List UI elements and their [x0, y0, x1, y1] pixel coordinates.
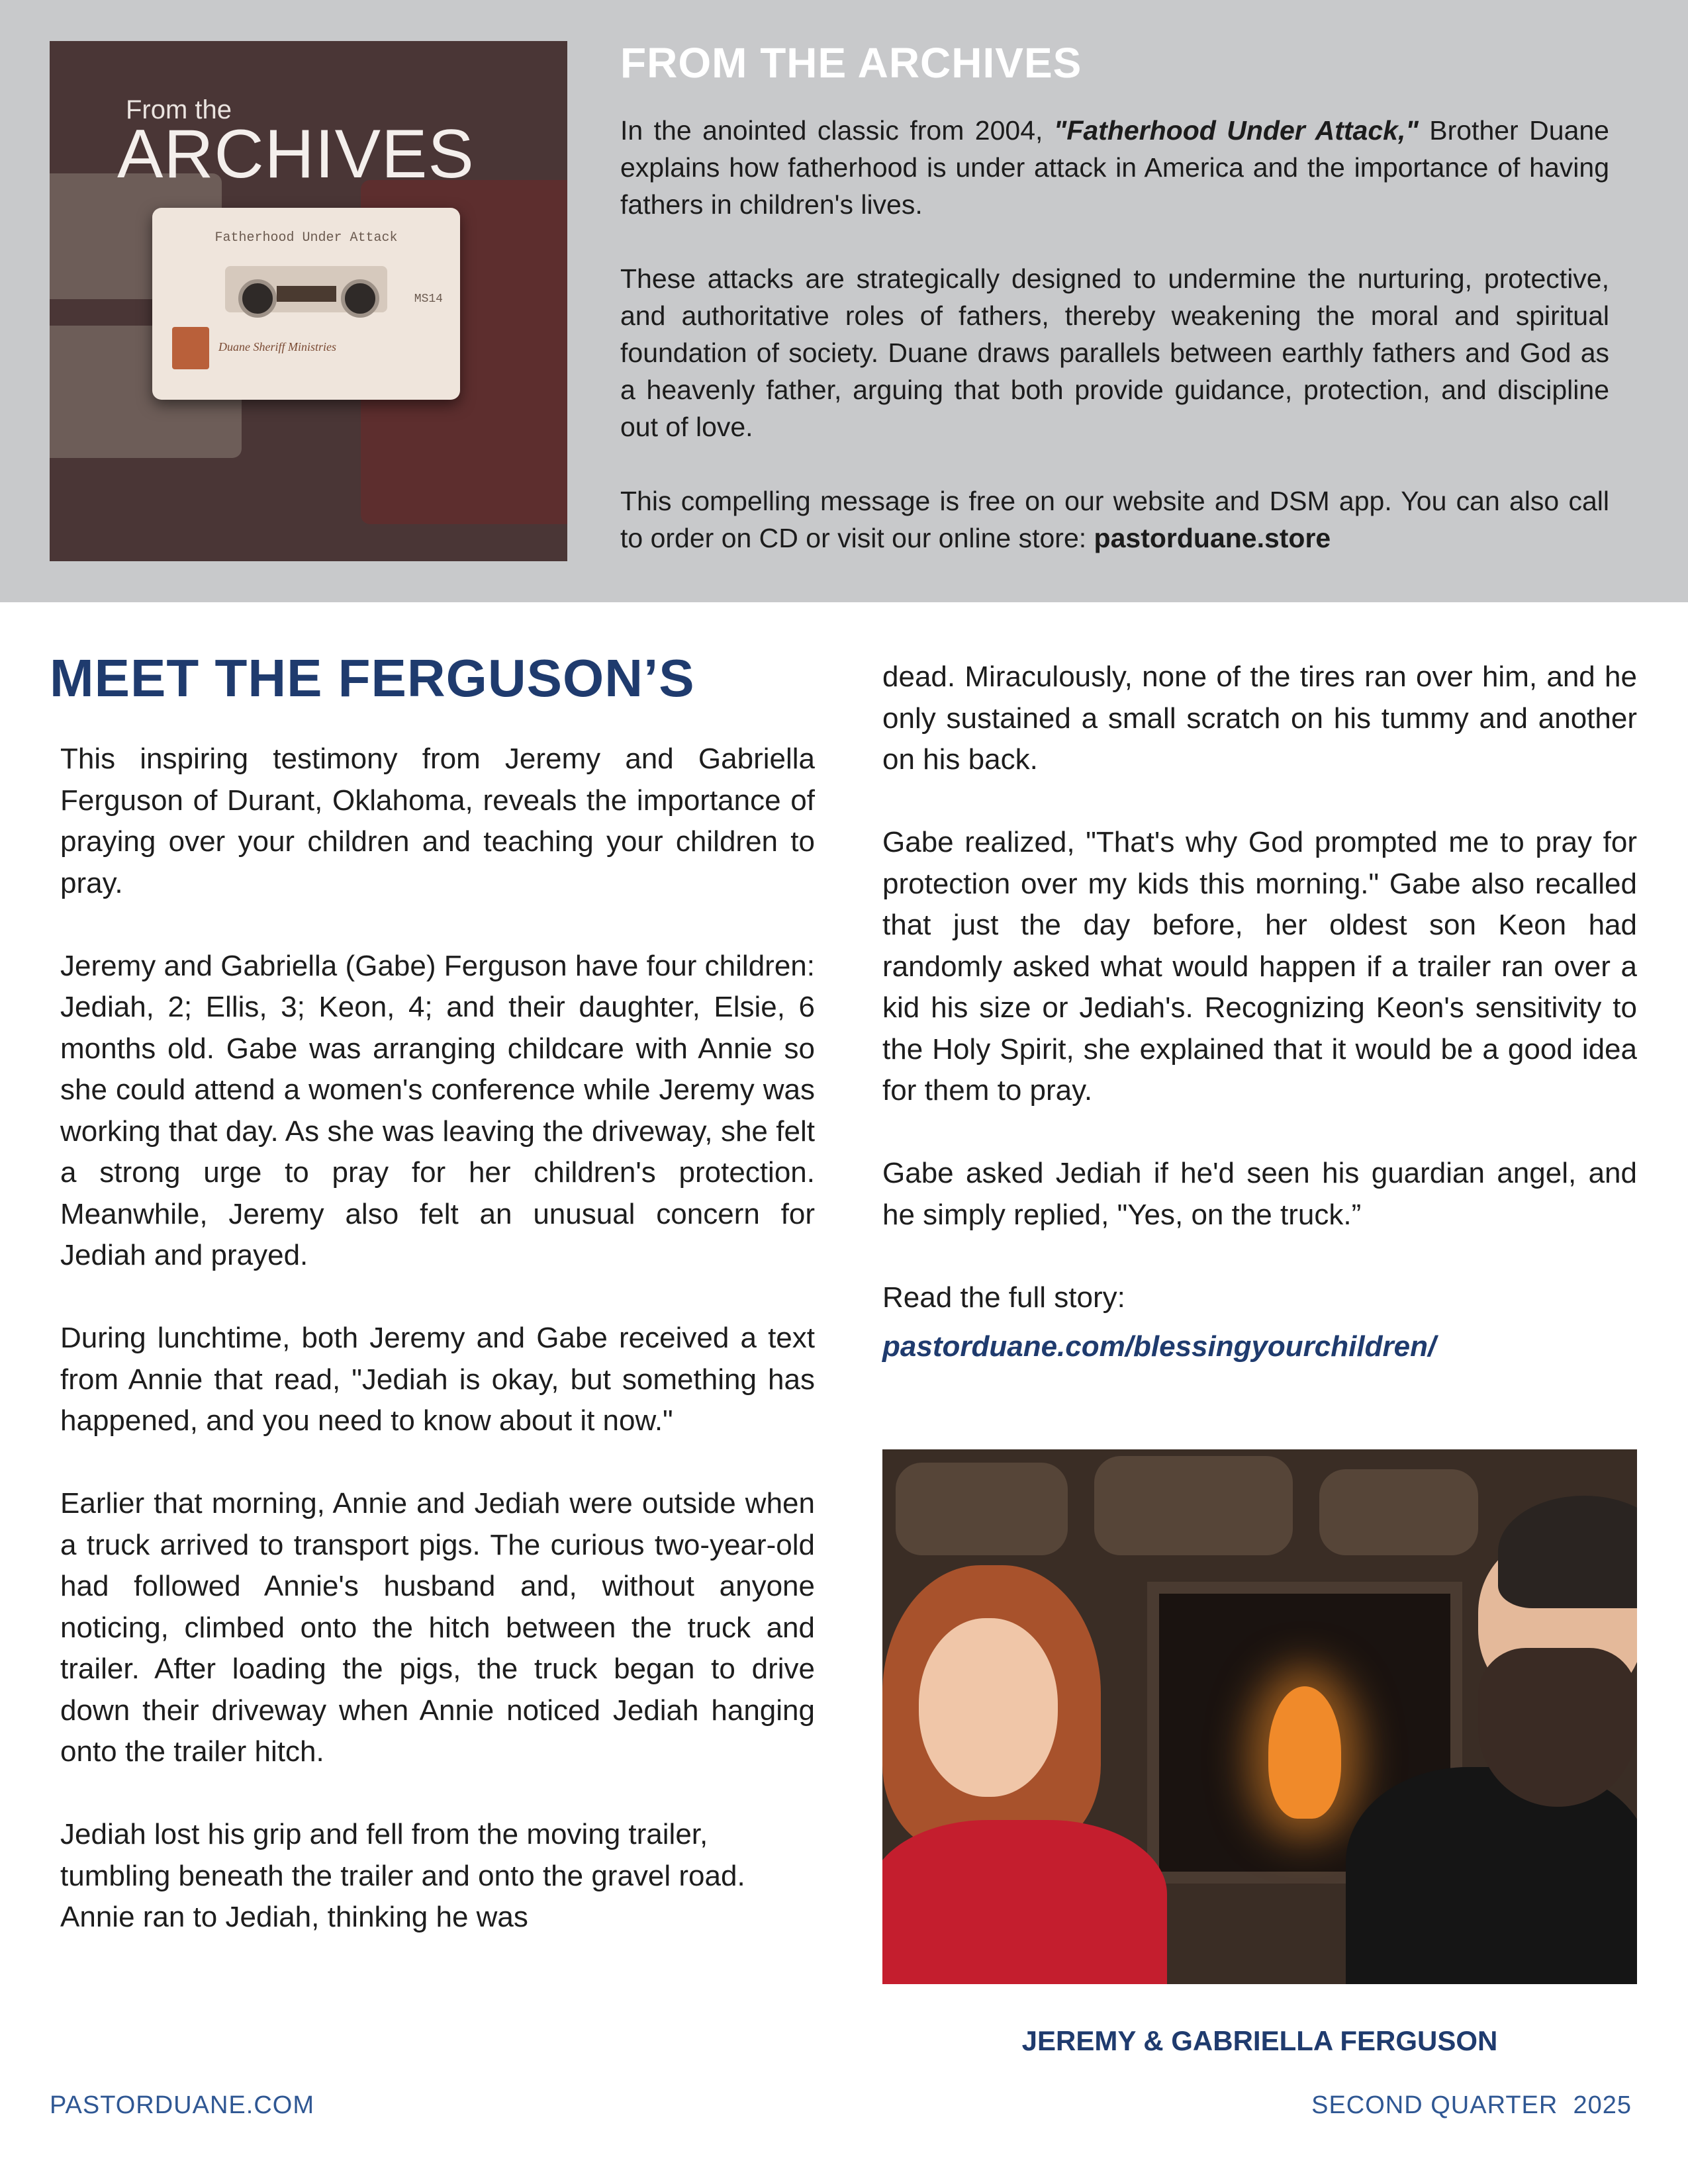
story-paragraph: During lunchtime, both Jeremy and Gabe received a text from Annie that read, "Jediah is okay, but something has happened, and you need to know about it now." [60, 1322, 815, 1437]
message-title: "Fatherhood Under Attack," [1053, 115, 1419, 146]
art-small-text: From the [126, 95, 232, 124]
cassette-code: MS14 [414, 293, 443, 306]
cassette-reel-icon [341, 279, 379, 318]
story-paragraph: Gabe asked Jediah if he'd seen his guardian angel, and he simply replied, "Yes, on the truck.” [882, 1157, 1637, 1231]
archives-cover-image [50, 41, 567, 561]
story-right-column [882, 657, 1637, 1368]
stone-wall [1319, 1469, 1478, 1555]
stone-wall [896, 1463, 1068, 1555]
art-big-text: ARCHIVES [117, 116, 475, 193]
stone-wall [1094, 1456, 1293, 1555]
story-paragraph: Gabe realized, "That's why God prompted me to pray for protection over my kids this morning." Gabe also recalled that just the day before, her oldest son Keon had randomly asked what would happen if a trailer ran over a kid his size or Jediah's. Recognizing Keon's sensitivity to the Holy Spirit, she explained that it would be a good idea for them to pray. [882, 826, 1637, 1107]
story-left-column [60, 739, 815, 1938]
archives-text [620, 41, 1609, 557]
woman-red-top [882, 1820, 1167, 1984]
footer-website[interactable]: PASTORDUANE.COM [50, 2091, 314, 2119]
story-title: MEET THE FERGUSON’S [50, 649, 695, 707]
story-paragraph: Earlier that morning, Annie and Jediah were outside when a truck arrived to transport pigs. The curious two-year-old had followed Annie's husband and, without anyone noticing, climbed onto the hitch between the truck and trailer. After loading the pigs, the truck began to drive down their driveway when Annie noticed Jediah hanging onto the trailer hitch. [60, 1487, 815, 1768]
read-more-label: Read the full story: [882, 1281, 1125, 1314]
read-more-text [882, 1277, 1637, 1368]
archives-p1-body: Brother Duane explains how fatherhood is under attack in America and the importance of having fathers in children's lives. [620, 115, 1609, 220]
store-link[interactable]: pastorduane.store [1094, 523, 1331, 554]
archives-paragraph-1 [620, 112, 1609, 223]
footer-issue-date: SECOND QUARTER 2025 [1311, 2091, 1632, 2119]
tape-strip [277, 286, 336, 302]
man-beard [1478, 1648, 1637, 1807]
cassette-reel-icon [238, 279, 277, 318]
cassette-portrait-image [172, 327, 209, 369]
ferguson-photo [882, 1449, 1637, 1984]
man-black-shirt [1346, 1767, 1637, 1984]
archives-p3-body: This compelling message is free on our website and DSM app. You can also call to order on CD or visit our online store: [620, 486, 1609, 554]
archives-paragraph-2: These attacks are strategically designed to undermine the nurturing, protective, and authoritative roles of fathers, thereby weakening the moral and spiritual foundation of society. Duane draws parallels between earthly fathers and God as a heavenly father, arguing that both provide guidance, protection, and discipline out of love. [620, 263, 1609, 443]
cassette-label: Fatherhood Under Attack [214, 230, 398, 246]
man-hair [1498, 1496, 1637, 1608]
archives-title: FROM THE ARCHIVES [620, 39, 1082, 87]
archives-paragraph-3 [620, 482, 1609, 557]
woman-face [919, 1618, 1058, 1797]
cassette-image [152, 208, 460, 400]
fire-flame [1268, 1686, 1341, 1819]
story-paragraph: Jeremy and Gabriella (Gabe) Ferguson have four children: Jediah, 2; Ellis, 3; Keon, 4; and their daughter, Elsie, 6 months old. Gabe was arranging childcare with Annie so she could attend a women's conference while Jeremy was working that day. As she was leaving the driveway, she felt a strong urge to pray for her children's protection. Meanwhile, Jeremy also felt an unusual concern for Jediah and prayed. [60, 949, 815, 1271]
photo-caption: JEREMY & GABRIELLA FERGUSON [1021, 2025, 1498, 2056]
archives-banner [0, 0, 1688, 602]
cassette-brand: Duane Sheriff Ministries [218, 340, 336, 353]
story-paragraph: This inspiring testimony from Jeremy and Gabriella Ferguson of Durant, Oklahoma, reveals the importance of praying over your children and teaching your children to pray. [60, 743, 815, 899]
archives-p1-intro: In the anointed classic from 2004, [620, 115, 1054, 146]
full-story-link[interactable]: pastorduane.com/blessingyourchildren/ [882, 1330, 1436, 1363]
story-paragraph: Jediah lost his grip and fell from the moving trailer, tumbling beneath the trailer and onto the gravel road. Annie ran to Jediah, thinking he was [60, 1818, 745, 1933]
story-paragraph: dead. Miraculously, none of the tires ran over him, and he only sustained a small scratch on his tummy and another on his back. [882, 660, 1637, 776]
